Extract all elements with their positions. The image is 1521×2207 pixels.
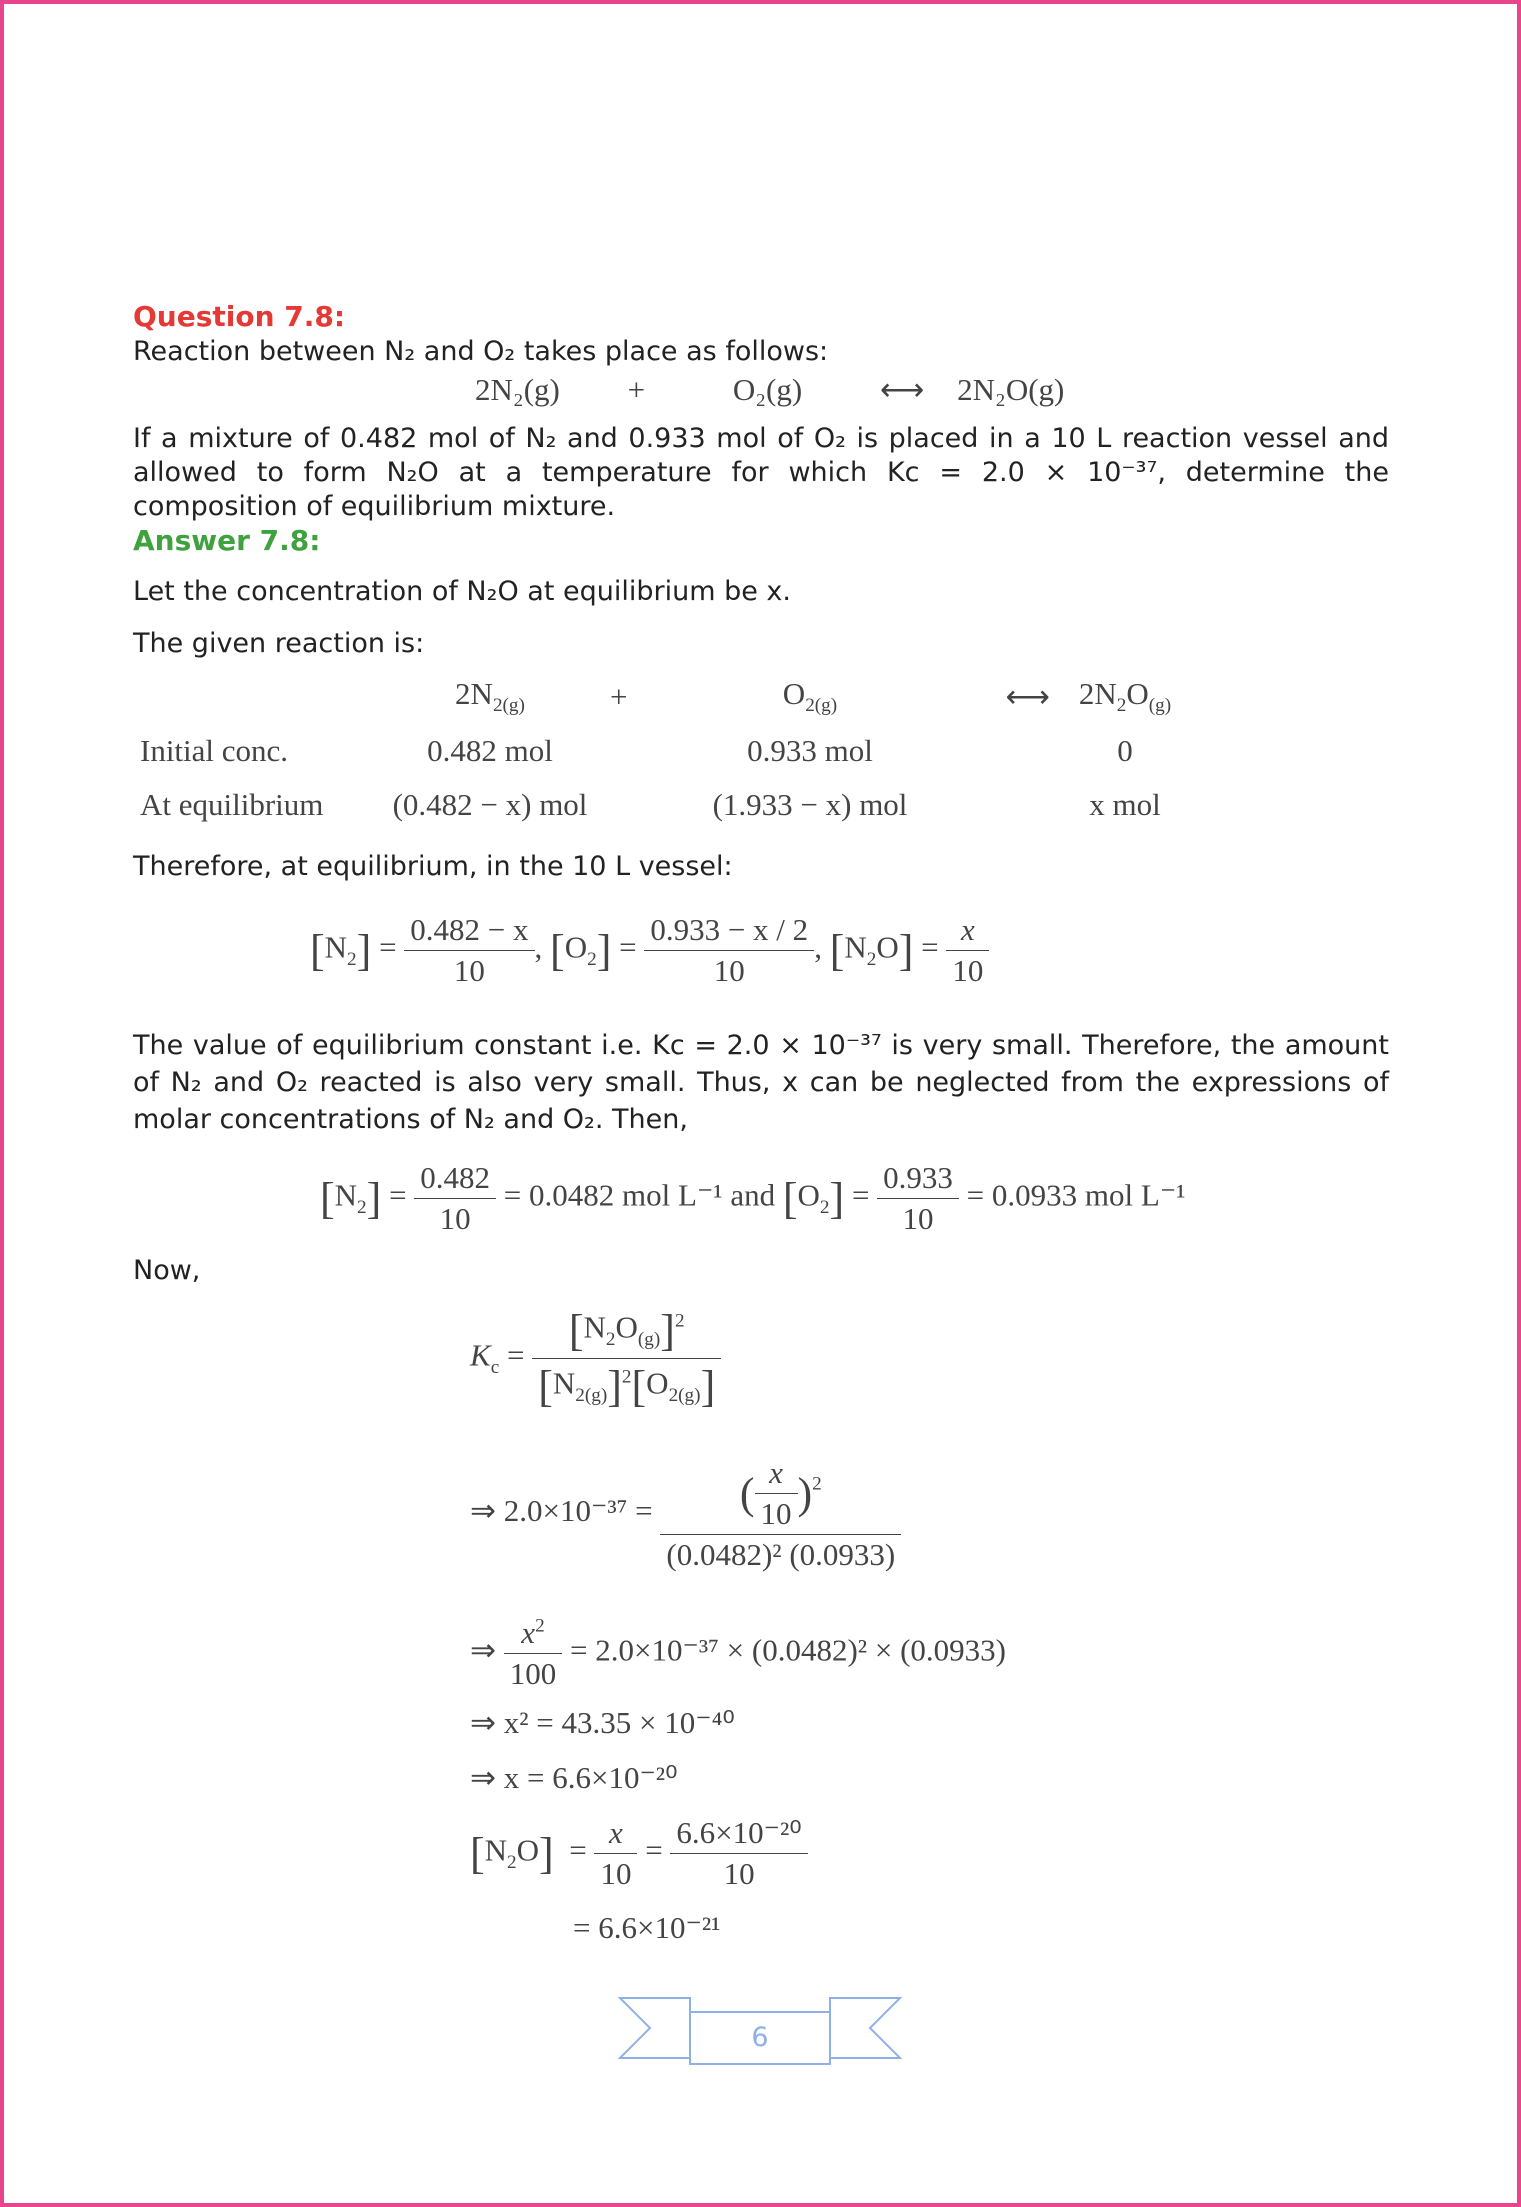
now-label: Now, [133, 1255, 201, 1286]
cell-o2: 0.933 mol [747, 733, 873, 768]
equilibrium-intro: Therefore, at equilibrium, in the 10 L vessel: [133, 851, 733, 882]
step-substitution: ⇒ 2.0×10⁻³⁷ = ( $\frac{x}{10}$ )$^2$ (0.0482)² (0.0933) [470, 1455, 901, 1573]
table-header-row [140, 670, 1200, 724]
header-n2o: $2N_2O_{(g)}$ [1078, 676, 1172, 717]
header-empty [140, 670, 370, 724]
question-heading: Question 7.8: [133, 300, 346, 333]
step-x-value: ⇒ x = 6.6×10⁻²⁰ [470, 1760, 678, 1795]
cell-n2o: 0 [1117, 733, 1133, 768]
n2o-fraction: $\frac{x}{10}$ [946, 912, 989, 989]
o2-approx-fraction: $\frac{0.933}{10}$ [877, 1160, 959, 1237]
cell-n2: 0.482 mol [427, 733, 553, 768]
table-row [140, 778, 1200, 832]
approximation-paragraph: The value of equilibrium constant i.e. Kc = 2.0 × 10⁻³⁷ is very small. Therefore, the amount of N₂ and O₂ reacted is also very small. Thus, x can be neglected from the expressions of molar concentrations of N₂ and O₂. Then, [133, 1030, 1389, 1135]
n2-approx-fraction: $\frac{0.482}{10}$ [414, 1160, 496, 1237]
table-row [140, 724, 1200, 778]
n2o-result: $[N_2O]$ = $\frac{x}{10}$ = $\frac{\text{6.6×10⁻²⁰}}{10}$ [470, 1815, 808, 1892]
cell-n2: (0.482 − x) mol [392, 787, 588, 822]
question-body: If a mixture of 0.482 mol of N₂ and 0.933 mol of O₂ is placed in a 10 L reaction vessel and allowed to form N₂O at a temperature for which Kc = 2.0 × 10⁻³⁷, determine the composition of equilibrium mixture. [133, 423, 1389, 522]
question-intro: Reaction between N₂ and O₂ takes place as follows: [133, 336, 829, 367]
concentration-equations: $[N_2]$ = $\frac{0.482 - x}{10}$ , $[O_2]$ = $\frac{0.933 - x / 2}{10}$ , $[N_2O]$ = $\frac{x}{10}$ [310, 912, 989, 989]
row-label: At equilibrium [140, 787, 324, 822]
o2-fraction: $\frac{0.933 - x / 2}{10}$ [644, 912, 814, 989]
equilibrium-arrow: ⟷ [879, 372, 925, 407]
cell-n2o: x mol [1089, 787, 1161, 822]
cell-o2: (1.933 − x) mol [712, 787, 908, 822]
answer-heading: Answer 7.8: [133, 524, 321, 557]
n2o-final: = 6.6×10⁻²¹ [573, 1910, 721, 1945]
answer-intro: Let the concentration of N₂O at equilibrium be x. [133, 576, 791, 607]
kc-expression: $K_c$ = $\frac{[N_2O_{(g)}]^2}{[N_{2(g)}]^2[O_{2(g)}]}$ [470, 1305, 721, 1412]
step-x-squared: ⇒ x² = 43.35 × 10⁻⁴⁰ [470, 1705, 735, 1740]
product-n2o: 2N₂O(g) [957, 372, 1065, 407]
header-arrow: ⟷ [1005, 679, 1050, 714]
plus-sign: + [627, 372, 646, 407]
row-label: Initial conc. [140, 733, 289, 768]
n2-result: = 0.0482 mol L⁻¹ [503, 1177, 723, 1213]
reaction-intro: The given reaction is: [133, 628, 425, 659]
approx-concentrations: $[N_2]$ = $\frac{0.482}{10}$ = 0.0482 mol L⁻¹ and $[O_2]$ = $\frac{0.933}{10}$ = 0.0933 mol L⁻¹ [320, 1160, 1186, 1236]
o2-result: = 0.0933 mol L⁻¹ [966, 1177, 1186, 1213]
reaction-equation [475, 372, 1064, 408]
reactant-o2: O₂(g) [732, 372, 803, 407]
reactant-n2: 2N₂(g) [475, 372, 560, 407]
concentration-table [140, 670, 1200, 832]
page-number: 6 [751, 2022, 769, 2053]
step-rearrange: ⇒ $\frac{x^2}{100}$ = 2.0×10⁻³⁷ × (0.0482)² × (0.0933) [470, 1615, 1006, 1691]
header-o2: $O_{2(g)}$ [782, 676, 838, 717]
header-n2: $2N_{2(g)}$ [455, 676, 525, 717]
n2-fraction: $\frac{0.482 - x}{10}$ [404, 912, 534, 989]
header-plus: + [610, 679, 628, 714]
